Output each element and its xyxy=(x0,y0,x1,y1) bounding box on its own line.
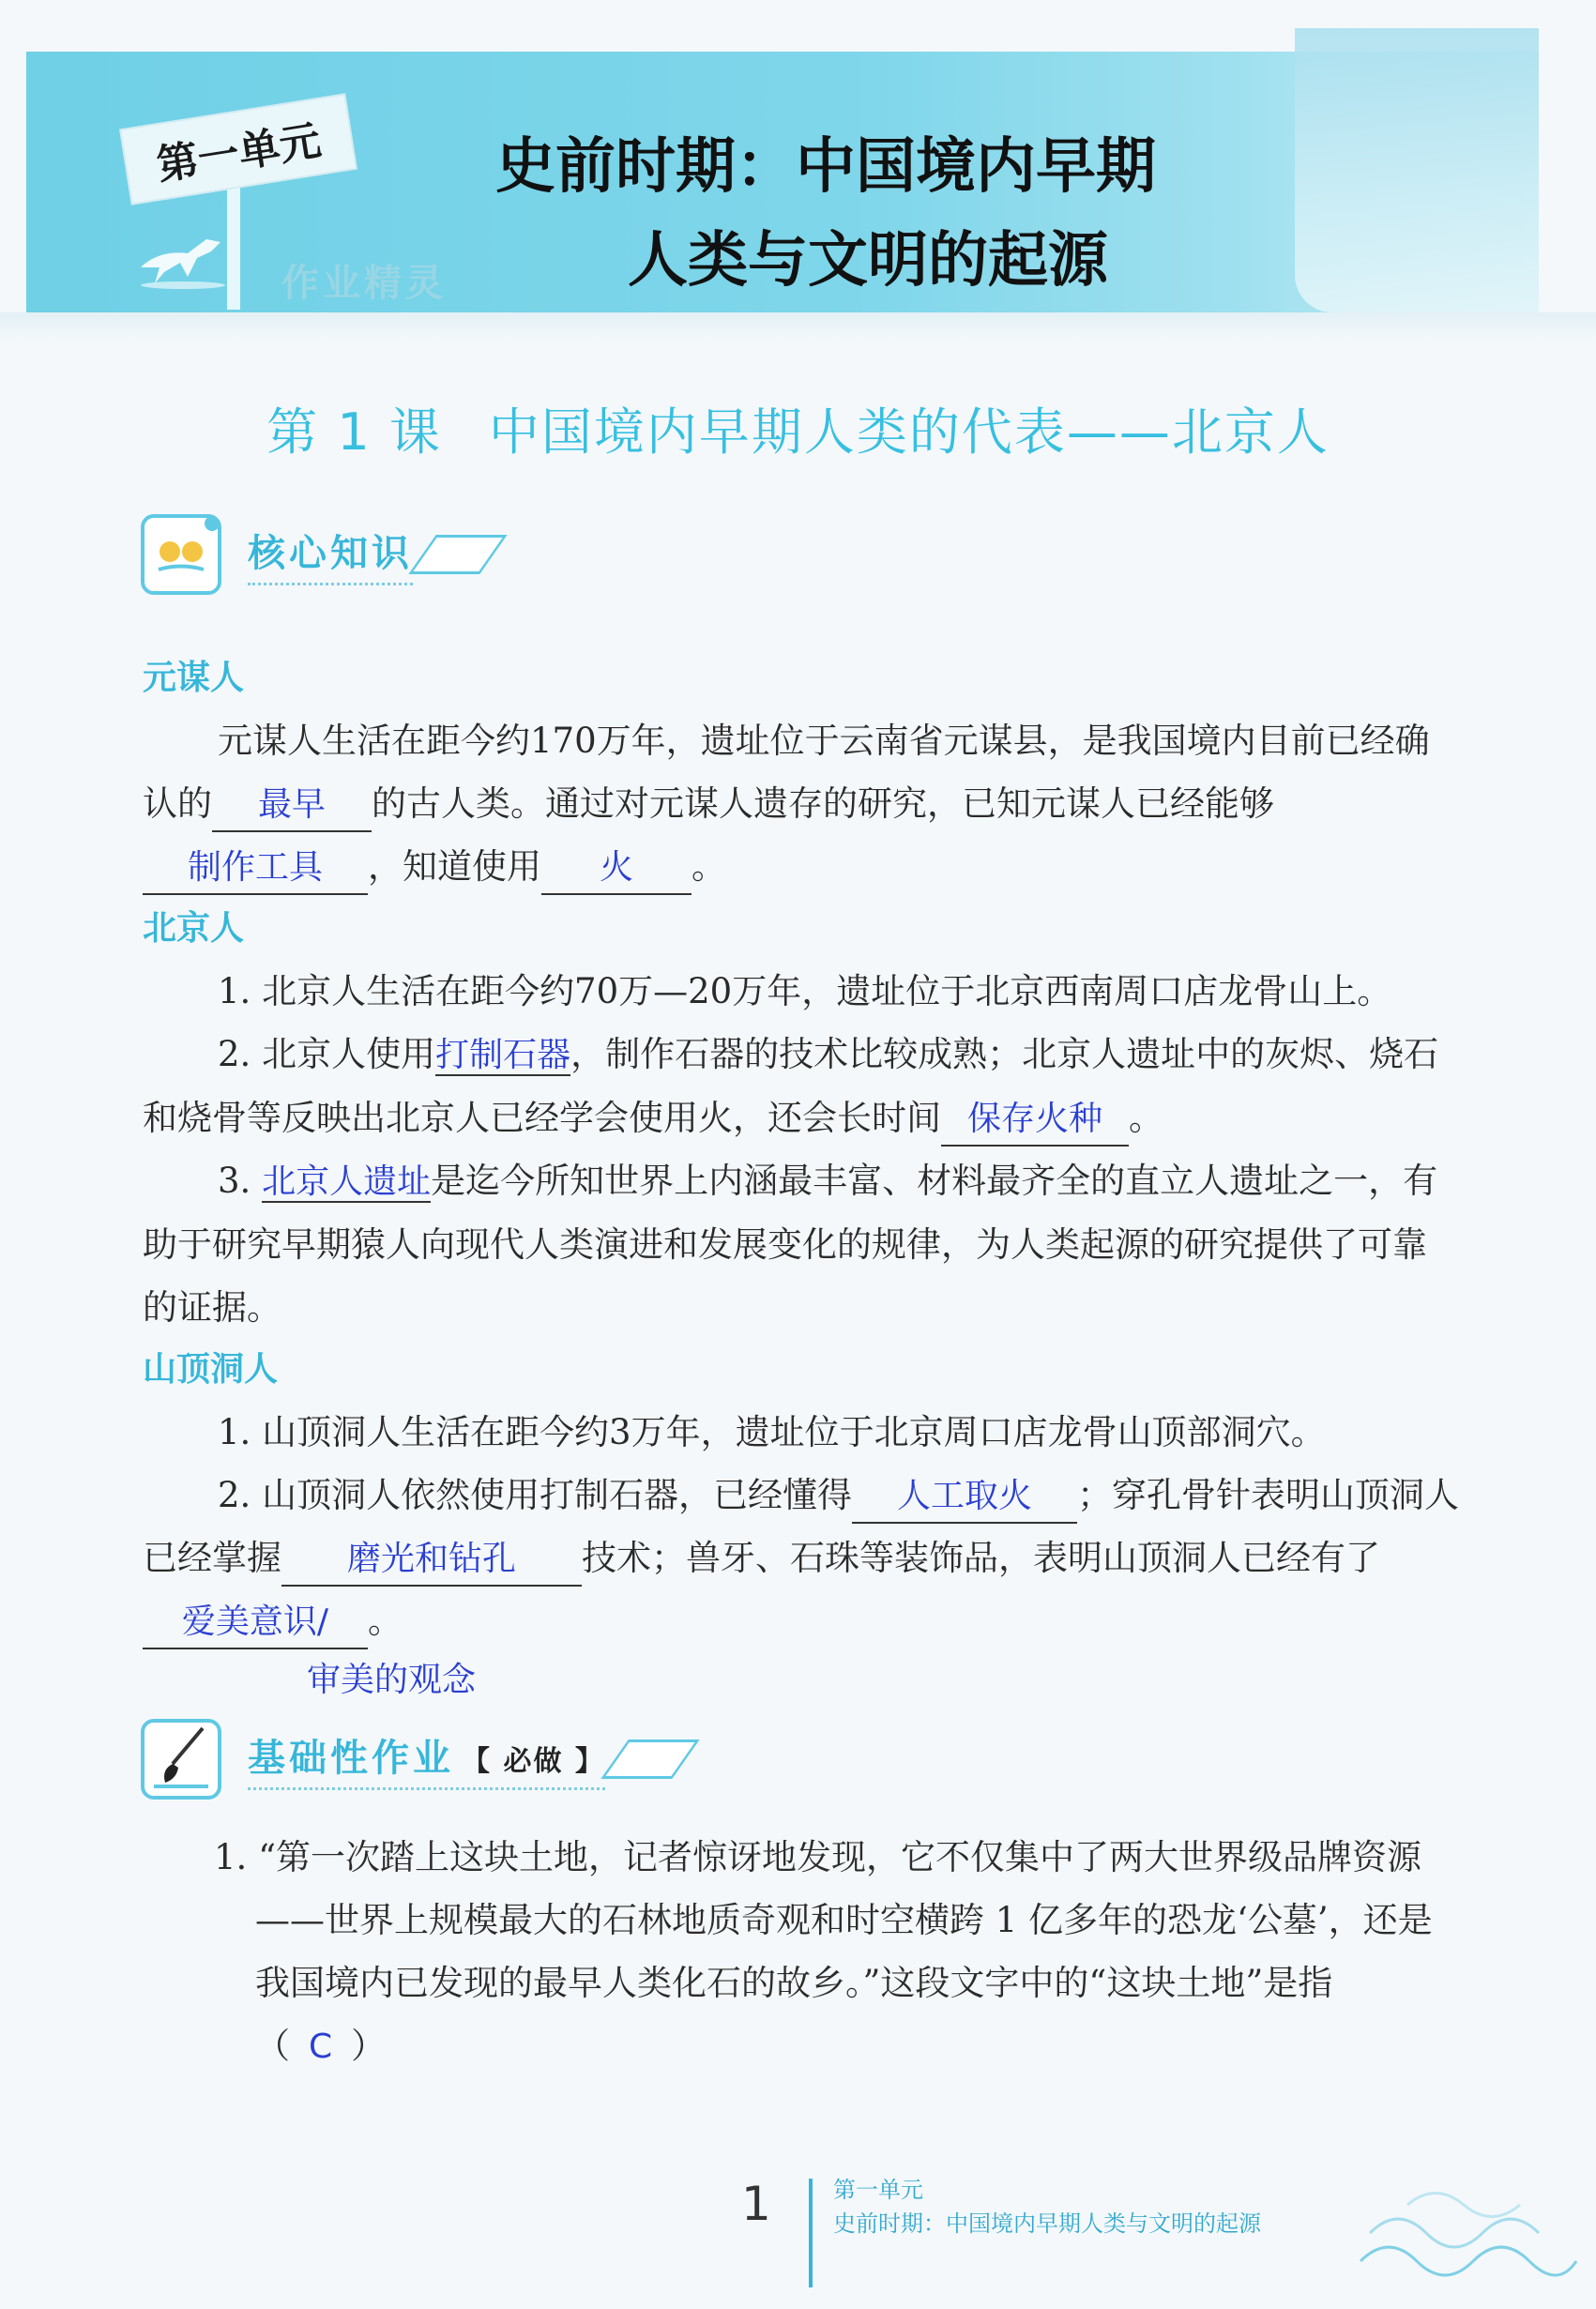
question-1 xyxy=(214,1826,1462,2078)
page-number: 1 xyxy=(741,2177,771,2231)
text: 的古人类。通过对元谋人遗存的研究，已知元谋人已经能够 xyxy=(372,783,1274,824)
divider xyxy=(0,312,1596,341)
answer: 人工取火 xyxy=(897,1477,1033,1515)
text: ） xyxy=(351,2026,387,2066)
lesson-name: 中国境内早期人类的代表——北京人 xyxy=(488,403,1330,462)
text: 。 xyxy=(692,846,726,887)
answer: 最早 xyxy=(257,785,326,824)
text: ；穿孔骨针表明山顶洞人已经掌握 xyxy=(143,1475,1460,1578)
subhead-beijing: 北京人 xyxy=(143,909,245,948)
footer-divider xyxy=(809,2179,813,2287)
text: ，知道使用 xyxy=(368,846,541,887)
footer-unit-title: 史前时期：中国境内早期人类与文明的起源 xyxy=(833,2210,1261,2237)
answer: 审美的观念 xyxy=(307,1661,477,1699)
lesson-title xyxy=(0,392,1596,464)
text: 。 xyxy=(368,1601,403,1641)
answer-blank xyxy=(541,842,692,895)
answer-blank xyxy=(941,1093,1129,1147)
text: 3. xyxy=(218,1161,263,1201)
answer: 北京人遗址 xyxy=(262,1162,432,1201)
beijing-item-3 xyxy=(143,1149,1461,1339)
answer: C xyxy=(309,2028,333,2066)
section-homework xyxy=(141,1719,686,1800)
core-knowledge-body xyxy=(143,647,1461,1708)
answer: 磨光和钻孔 xyxy=(346,1540,516,1578)
text: 技术；兽牙、石珠等装饰品，表明山顶洞人已经有了 xyxy=(582,1538,1380,1578)
section-core-knowledge xyxy=(141,514,494,595)
answer: 保存火种 xyxy=(966,1100,1102,1138)
footer-running-head xyxy=(833,2173,1261,2241)
answer-blank xyxy=(143,842,368,895)
horse-icon xyxy=(131,225,235,291)
text: 2. 北京人使用 xyxy=(218,1034,436,1074)
banner-decoration xyxy=(1295,28,1539,312)
decor-shape xyxy=(408,535,507,574)
answer-blank xyxy=(143,1596,368,1649)
knowledge-icon xyxy=(141,514,221,595)
answer-blank xyxy=(852,1470,1077,1524)
homework-heading: 基础性作业 xyxy=(248,1737,454,1780)
watermark: 作业精灵 xyxy=(281,262,447,305)
question-stem: 1. “第一次踏上这块土地，记者惊讶地发现，它不仅集中了两大世界级品牌资源——世界上规模最大的石林地质奇观和时空横跨 1 亿多年的恐龙‘公墓’，还是我国境内已发现的最早人类化石的故乡。”这段文字中的“这块土地”是指（ xyxy=(214,1837,1433,2066)
unit-title-line1: 史前时期：中国境内早期 xyxy=(495,132,1156,202)
answer: 制作工具 xyxy=(187,848,323,887)
subhead-yuanmou: 元谋人 xyxy=(143,659,245,697)
answer-blank xyxy=(212,779,372,832)
answer: 爱美意识/ xyxy=(181,1603,329,1641)
upper-cave-item-1: 1. 山顶洞人生活在距今约3万年，遗址位于北京周口店龙骨山顶部洞穴。 xyxy=(218,1412,1326,1452)
section-title xyxy=(248,1728,605,1790)
decor-shape xyxy=(600,1739,699,1779)
answer-blank xyxy=(281,1533,582,1587)
lesson-number: 第 1 课 xyxy=(266,403,442,462)
subhead-upper-cave: 山顶洞人 xyxy=(143,1350,279,1389)
upper-cave-item-2 xyxy=(143,1464,1461,1652)
wave-decoration xyxy=(1351,2177,1586,2289)
beijing-item-2 xyxy=(143,1023,1461,1149)
answer: 打制石器 xyxy=(435,1036,571,1074)
unit-title-line2: 人类与文明的起源 xyxy=(628,226,1108,296)
brush-icon xyxy=(141,1719,221,1800)
answer-continuation xyxy=(143,1652,1461,1708)
text: 2. 山顶洞人依然使用打制石器，已经懂得 xyxy=(218,1475,853,1515)
answer: 火 xyxy=(599,848,633,887)
text: 是迄今所知世界上内涵最丰富、材料最齐全的直立人遗址之一，有助于研究早期猿人向现代人类演进和发展变化的规律，为人类起源的研究提供了可靠的证据。 xyxy=(143,1161,1438,1328)
footer-unit: 第一单元 xyxy=(833,2177,923,2203)
unit-title xyxy=(441,120,1210,308)
text: 元谋人生活在距今约170万年，遗址位于云南省元谋县，是我国境内目前已经确认的 xyxy=(143,721,1430,824)
beijing-item-1: 1. 北京人生活在距今约70万—20万年，遗址位于北京西南周口店龙骨山上。 xyxy=(218,971,1392,1011)
paragraph-yuanmou xyxy=(143,709,1461,898)
text: ，制作石器的技术比较成熟；北京人遗址中的灰烬、烧石和烧骨等反映出北京人已经学会使用火，还会长时间 xyxy=(143,1034,1439,1138)
text: 。 xyxy=(1129,1098,1163,1138)
unit-tag: 第一单元 xyxy=(119,93,357,205)
question-text xyxy=(214,1826,1462,2078)
required-tag: 【 必做 】 xyxy=(462,1745,605,1778)
section-title: 核心知识 xyxy=(248,524,413,585)
